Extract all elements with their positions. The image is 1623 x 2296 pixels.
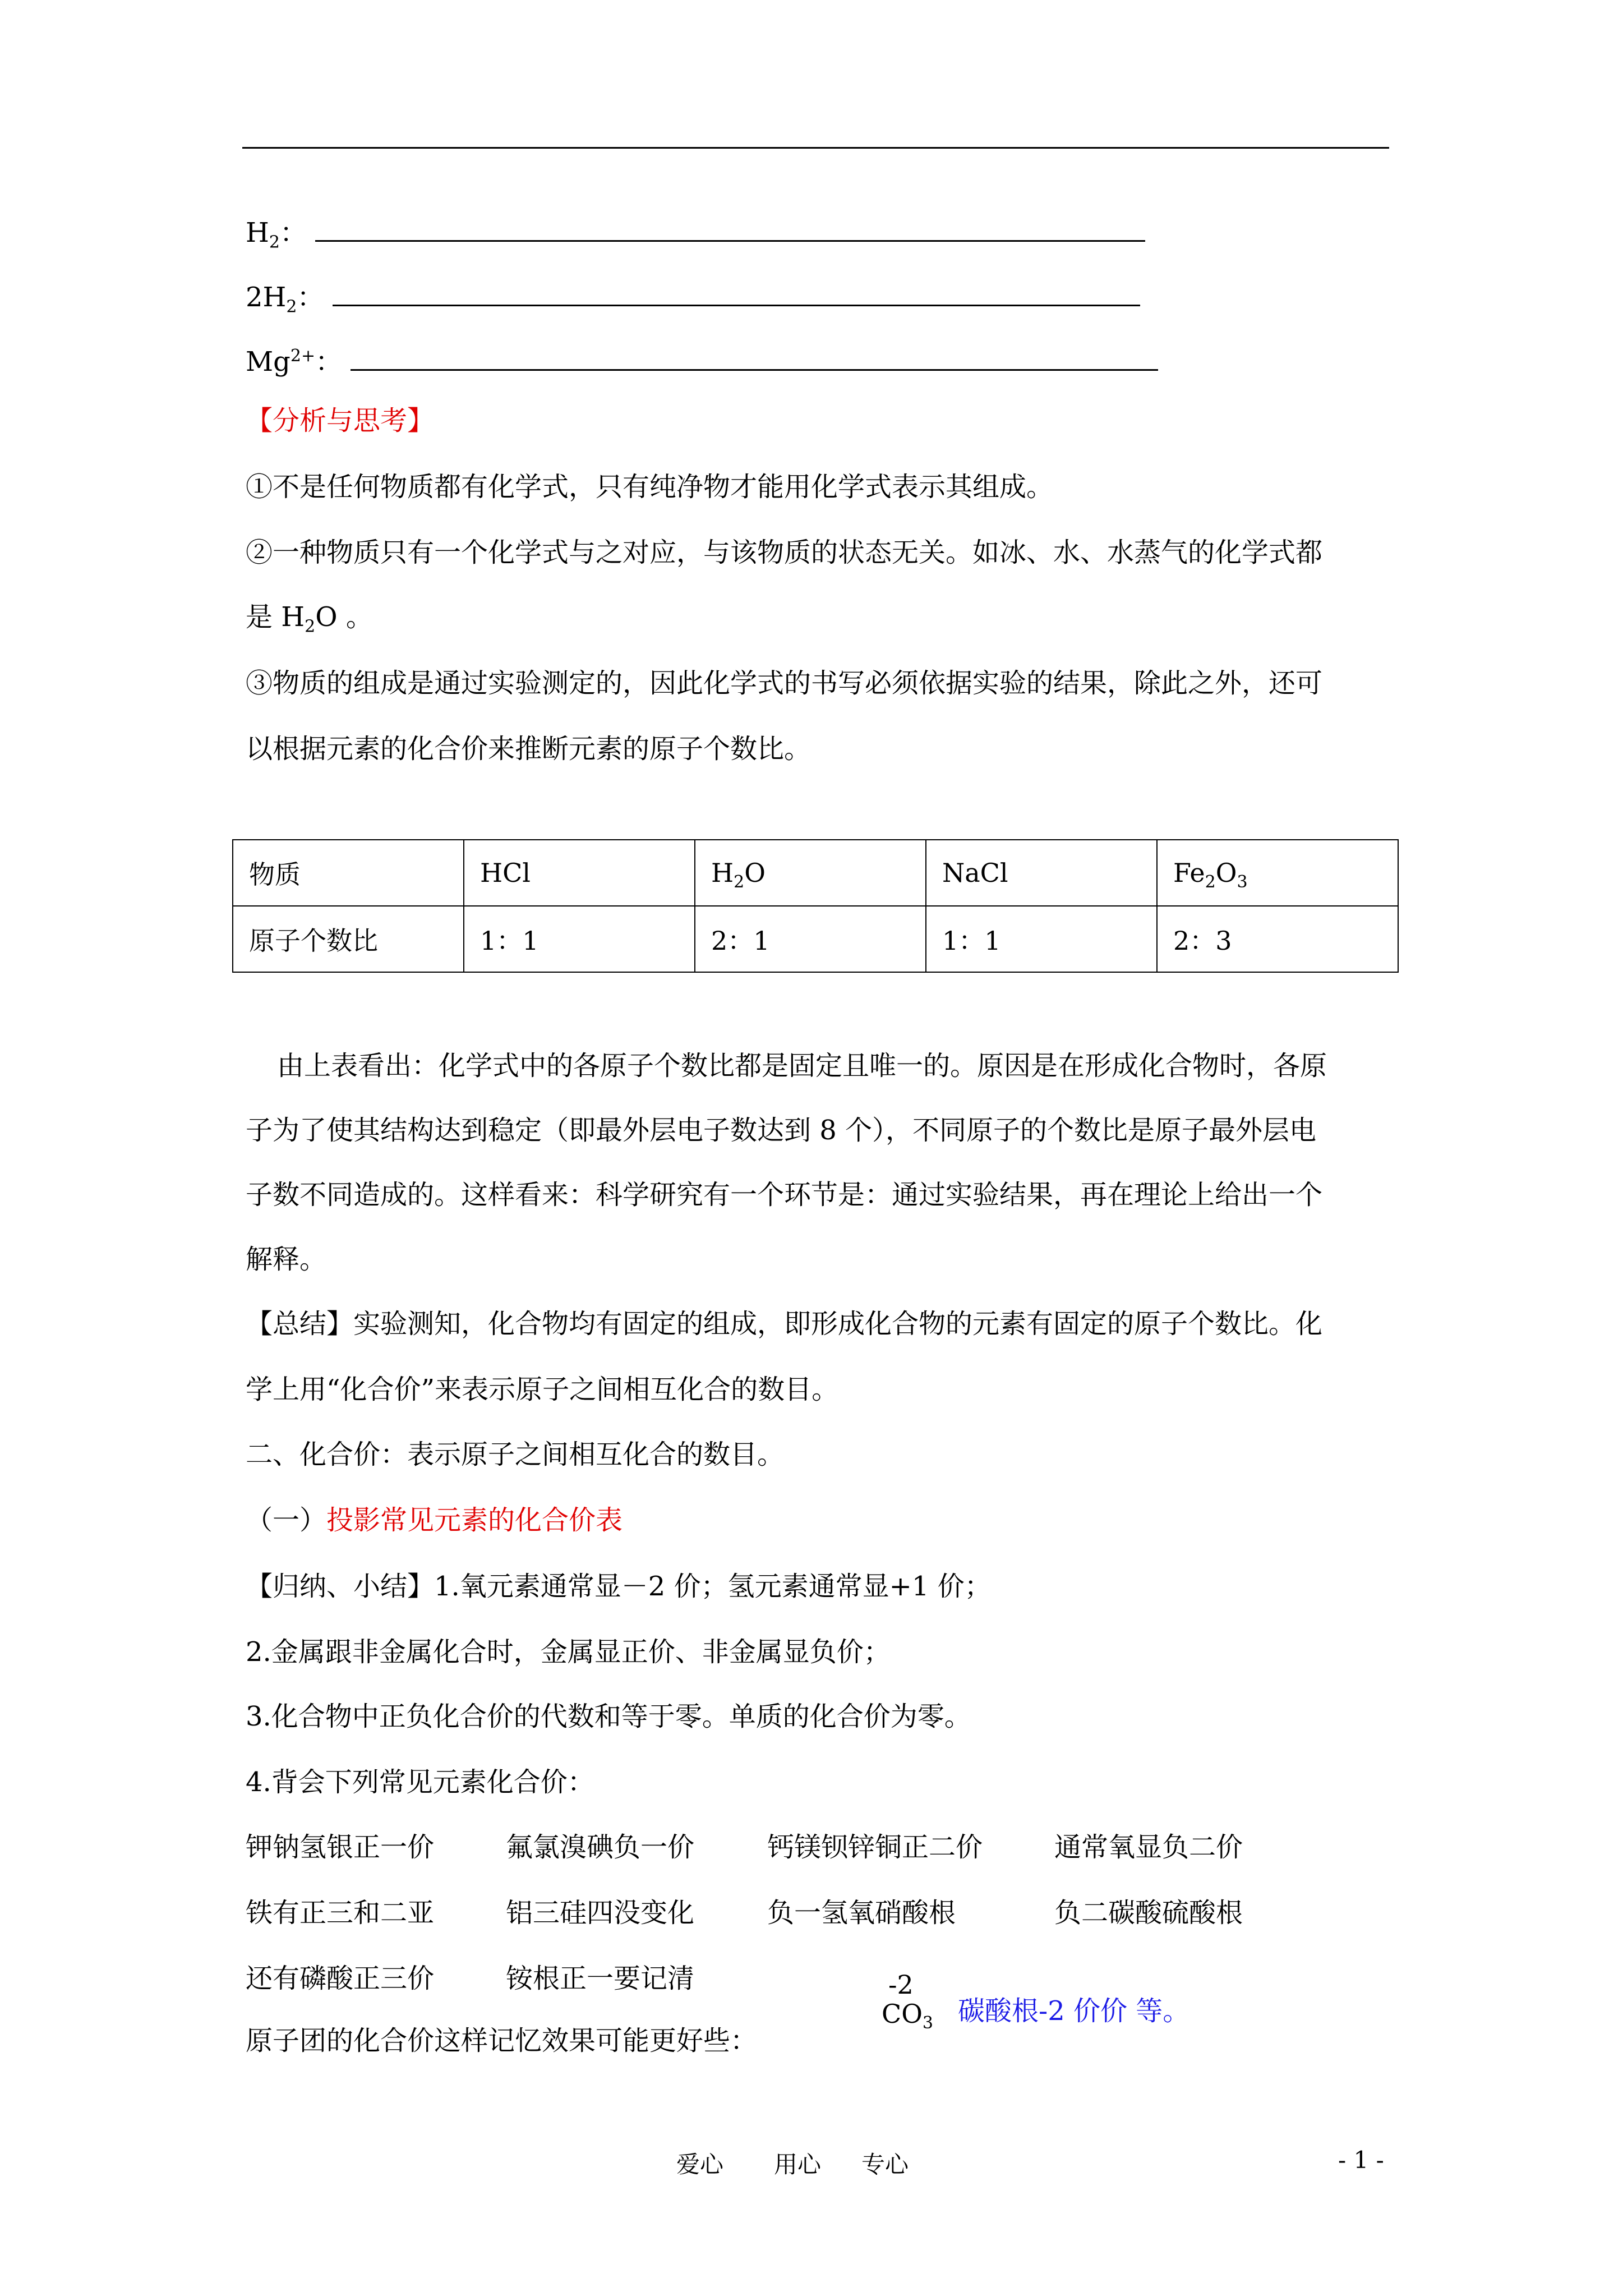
fill-line-2h2 bbox=[246, 279, 1140, 317]
analysis-point-1: ①不是任何物质都有化学式，只有纯净物才能用化学式表示其组成。 bbox=[246, 471, 1054, 503]
header-rule bbox=[242, 147, 1389, 149]
section-2-subtitle bbox=[246, 1503, 623, 1537]
analysis-point-2: ②一种物质只有一个化学式与之对应，与该物质的状态无关。如冰、水、水蒸气的化学式都 bbox=[246, 537, 1323, 568]
red-text: 投影常见元素的化合价表 bbox=[326, 1504, 623, 1536]
answer-blank[interactable] bbox=[333, 279, 1140, 306]
rhyme-1-4: 通常氧显负二价 bbox=[1054, 1832, 1243, 1863]
formula-subscript: 2 bbox=[269, 232, 280, 252]
formula-text: H bbox=[262, 282, 287, 313]
rhyme-1-3: 钙镁钡锌铜正二价 bbox=[767, 1832, 983, 1863]
group-valence-text: 原子团的化合价这样记忆效果可能更好些： bbox=[246, 2025, 758, 2056]
subscript: 3 bbox=[1237, 872, 1248, 892]
answer-blank[interactable] bbox=[351, 343, 1158, 371]
formula-coefficient: 2 bbox=[246, 282, 263, 313]
summary-line-1: 【总结】实验测知，化合物均有固定的组成，即形成化合物的元素有固定的原子个数比。化 bbox=[246, 1308, 1323, 1340]
explain-line-1: 由上表看出：化学式中的各原子个数比都是固定且唯一的。原因是在形成化合物时，各原 bbox=[277, 1050, 1327, 1082]
analysis-point-3-cont: 以根据元素的化合价来推断元素的原子个数比。 bbox=[246, 733, 811, 765]
table-cell: 1：1 bbox=[464, 906, 695, 972]
explain-line-2: 子为了使其结构达到稳定（即最外层电子数达到 8 个），不同原子的个数比是原子最外层电 bbox=[246, 1115, 1317, 1146]
rhyme-3-1: 还有磷酸正三价 bbox=[246, 1963, 435, 1994]
induction-line-2: 2.金属跟非金属化合时，金属显正价、非金属显负价； bbox=[246, 1636, 891, 1668]
table-cell bbox=[695, 840, 926, 906]
text: 是 H bbox=[246, 601, 305, 633]
formula-superscript: 2+ bbox=[290, 346, 316, 366]
rhyme-2-1: 铁有正三和二亚 bbox=[246, 1897, 435, 1929]
formula-text: H bbox=[246, 217, 269, 249]
table-cell: 2：1 bbox=[695, 906, 926, 972]
rhyme-1-2: 氟氯溴碘负一价 bbox=[506, 1832, 695, 1863]
table-cell: 2：3 bbox=[1157, 906, 1398, 972]
text: O 。 bbox=[315, 601, 373, 633]
rhyme-1-1: 钾钠氢银正一价 bbox=[246, 1832, 435, 1863]
colon: ： bbox=[279, 217, 307, 249]
answer-blank[interactable] bbox=[315, 214, 1145, 242]
formula-text: CO bbox=[882, 1999, 923, 2029]
table-row bbox=[233, 840, 1398, 906]
carbonate-formula bbox=[882, 1998, 934, 2033]
page-number: - 1 - bbox=[1338, 2146, 1384, 2174]
summary-line-2: 学上用“化合价”来表示原子之间相互化合的数目。 bbox=[246, 1374, 839, 1405]
table-cell bbox=[1157, 840, 1398, 906]
table-cell: NaCl bbox=[926, 840, 1157, 906]
subscript: 2 bbox=[305, 616, 316, 637]
carbonate-note: 碳酸根-2 价价 等。 bbox=[958, 1995, 1190, 2027]
valence-mark: -2 bbox=[888, 1970, 914, 2000]
text: H bbox=[711, 858, 734, 888]
footer-text-2: 用心 bbox=[774, 2151, 822, 2178]
formula-subscript: 2 bbox=[286, 297, 297, 317]
table-row bbox=[233, 906, 1398, 972]
section-2-title: 二、化合价：表示原子之间相互化合的数目。 bbox=[246, 1439, 785, 1470]
subscript: 2 bbox=[734, 872, 745, 892]
colon: ： bbox=[315, 346, 343, 378]
analysis-point-2-cont bbox=[246, 600, 373, 637]
formula-text: Mg bbox=[246, 346, 291, 378]
induction-line-1: 【归纳、小结】1.氧元素通常显－2 价；氢元素通常显+1 价； bbox=[246, 1571, 992, 1602]
fill-line-mg2plus bbox=[246, 343, 1158, 379]
text: （一） bbox=[246, 1504, 327, 1536]
explain-line-4: 解释。 bbox=[246, 1244, 327, 1275]
formula-subscript: 3 bbox=[922, 2013, 934, 2033]
table-cell: 物质 bbox=[233, 840, 464, 906]
fill-line-h2 bbox=[246, 214, 1145, 250]
text: Fe bbox=[1173, 858, 1205, 888]
explain-line-3: 子数不同造成的。这样看来：科学研究有一个环节是：通过实验结果，再在理论上给出一个 bbox=[246, 1179, 1323, 1211]
analysis-heading: 【分析与思考】 bbox=[246, 405, 435, 436]
rhyme-2-4: 负二碳酸硫酸根 bbox=[1054, 1897, 1243, 1929]
table-cell: 1：1 bbox=[926, 906, 1157, 972]
text: O bbox=[744, 858, 766, 888]
rhyme-2-3: 负一氢氧硝酸根 bbox=[767, 1897, 956, 1929]
induction-line-4: 4.背会下列常见元素化合价： bbox=[246, 1766, 594, 1798]
rhyme-3-2: 铵根正一要记清 bbox=[506, 1963, 695, 1994]
rhyme-2-2: 铝三硅四没变化 bbox=[506, 1897, 695, 1929]
text: O bbox=[1215, 858, 1237, 888]
colon: ： bbox=[297, 282, 324, 313]
table-cell: HCl bbox=[464, 840, 695, 906]
induction-line-3: 3.化合物中正负化合价的代数和等于零。单质的化合价为零。 bbox=[246, 1701, 971, 1732]
atom-ratio-table bbox=[232, 839, 1399, 973]
footer-text-3: 专心 bbox=[861, 2151, 909, 2178]
table-cell: 原子个数比 bbox=[233, 906, 464, 972]
footer-text-1: 爱心 bbox=[676, 2151, 724, 2178]
subscript: 2 bbox=[1205, 872, 1216, 892]
analysis-point-3: ③物质的组成是通过实验测定的，因此化学式的书写必须依据实验的结果，除此之外，还可 bbox=[246, 668, 1323, 699]
